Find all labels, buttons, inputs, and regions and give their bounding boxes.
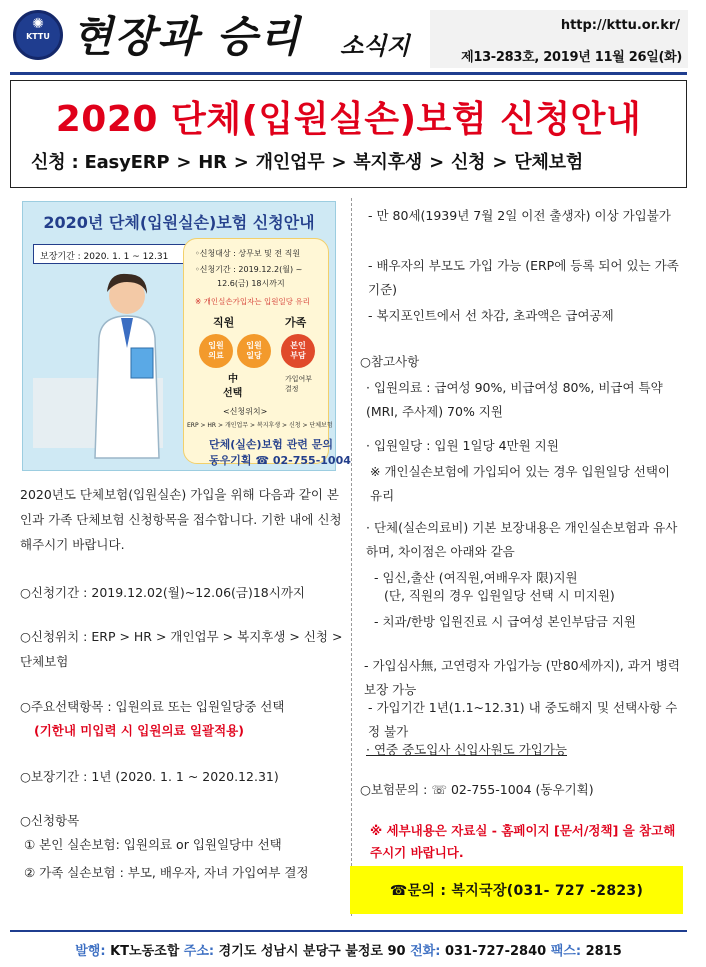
path-step-personal: 개인업무 (255, 152, 325, 173)
insurance-contact: ○보험문의 : ☏ 02-755-1004 (동우기획) (360, 782, 594, 797)
diff-dental: - 치과/한방 입원진료 시 급여성 본인부담금 지원 (374, 614, 636, 629)
path-separator: > (233, 152, 249, 173)
publisher-name: KT노동조합 (110, 944, 180, 959)
path-step-insurance: 단체보험 (514, 152, 584, 173)
spouse-parents: - 배우자의 부모도 가입 가능 (ERP에 등록 되어 있는 가족 기준) (368, 258, 679, 297)
item-self: ① 본인 실손보험: 입원의료 or 입원일당中 선택 (24, 837, 282, 852)
sun-icon: ✺ (32, 16, 44, 32)
issue-box (430, 10, 688, 68)
promo-contact-phone: 동우기획 ☎ 02-755-1004 (209, 454, 351, 467)
coverage-period: ○보장기간 : 1년 (2020. 1. 1 ~ 2020.12.31) (20, 769, 279, 784)
promo-illustration (22, 201, 351, 471)
path-separator: > (331, 152, 347, 173)
fax-label: 팩스: (550, 944, 582, 959)
path-separator: > (176, 152, 192, 173)
address-value: 경기도 성남시 분당구 불정로 90 (218, 944, 406, 959)
path-step-hr: HR (198, 152, 227, 173)
welfare-points: - 복지포인트에서 선 차감, 초과액은 급여공제 (368, 308, 614, 323)
promo-apply-end: 12.6(금) 18시까지 (217, 279, 285, 288)
apply-period: ○신청기간 : 2019.12.02(월)~12.06(금)18시까지 (20, 585, 305, 600)
header-divider (10, 72, 687, 75)
age-limit: - 만 80세(1939년 7월 2일 이전 출생자) 이상 가입불가 (368, 208, 671, 223)
reference-title: ○참고사항 (360, 354, 420, 369)
ref-daily-note: ※ 개인실손보험에 가입되어 있는 경우 입원일당 선택이 유리 (370, 464, 670, 503)
pill-daily-allowance: 입원 일당 (237, 334, 271, 368)
main-choice: ○주요선택항목 : 입원의료 또는 입원일당중 선택 (20, 699, 285, 714)
footer-divider (10, 930, 687, 932)
inquiry-phone: ☎문의 : 복지국장(031- 727 -2823) (389, 883, 644, 899)
item-family: ② 가족 실손보험 : 부모, 배우자, 자녀 가입여부 결정 (24, 865, 309, 880)
newsletter-header (0, 0, 697, 72)
issue-number: 제13-283호, 2019년 11월 26일(화) (461, 50, 682, 65)
promo-period: 보장기간 : 2020. 1. 1 ~ 12.31 (33, 244, 199, 264)
diff-new-hires: · 연중 중도입사 신입사원도 가입가능 (366, 742, 567, 757)
promo-title: 2020년 단체(입원실손)보험 신청안내 (43, 213, 315, 232)
phone-label: 전화: (410, 944, 441, 959)
title-box (10, 80, 687, 188)
doctor-figure (87, 268, 167, 468)
ref-hospital-care: · 입원의료 : 급여성 90%, 비급여성 80%, 비급여 특약(MRI, 주사제) 70% 지원 (366, 380, 663, 419)
publisher-footer (0, 940, 697, 959)
website-link[interactable]: http://kttu.or.kr/ (560, 18, 680, 33)
publisher-label: 발행: (75, 944, 106, 959)
promo-family-label: 가족 (285, 316, 307, 329)
application-path (31, 148, 583, 174)
promo-target: ◦신청대상 : 상무보 및 전 직원 (195, 249, 301, 258)
path-separator: > (429, 152, 444, 173)
detail-note: ※ 세부내용은 자료실 - 홈페이지 [문서/정책] 을 참고해주시기 바랍니다. (370, 823, 676, 860)
apply-location: ○신청위치 : ERP > HR > 개인업무 > 복지후생 > 신청 > 단체보험 (20, 629, 343, 669)
ref-basic-coverage: · 단체(실손의료비) 기본 보장내용은 개인실손보험과 유사하며, 차이점은 아래와 같음 (366, 520, 678, 559)
path-step-apply: 신청 (450, 152, 486, 173)
path-prefix: 신청 : (31, 152, 85, 173)
page-title: 2020 단체(입원실손)보험 신청안내 (55, 99, 642, 140)
diff-pregnancy: - 임신,출산 (여직원,여배우자 限)지원 (374, 570, 578, 585)
pill-self-pay: 본인 부담 (281, 334, 315, 368)
promo-location-label: <신청위치> (223, 407, 268, 416)
path-separator: > (492, 152, 508, 173)
phone-value: 031-727-2840 (444, 944, 547, 959)
ref-daily-allowance: · 입원일당 : 입원 1일당 4만원 지원 (366, 438, 559, 453)
promo-contact-title: 단체(실손)보험 관련 문의 (209, 438, 333, 451)
promo-location: ERP > HR > 개인업무 > 복지후생 > 신청 > 단체보험 (187, 422, 333, 429)
promo-mid: 中 (228, 374, 238, 385)
promo-staff-label: 직원 (213, 316, 235, 329)
newsletter-brand: 현장과 승리 (72, 12, 302, 61)
intro-paragraph: 2020년도 단체보험(입원실손) 가입을 위해 다음과 같이 본인과 가족 단체보험 신청항목을 접수합니다. 기한 내에 신청해주시기 바랍니다. (20, 487, 342, 552)
main-choice-warning: (기한내 미입력 시 입원의료 일괄적용) (34, 723, 244, 738)
diff-pregnancy-note: (단, 직원의 경우 입원일당 선택 시 미지원) (384, 588, 615, 603)
diff-no-screening: - 가입심사無, 고연령자 가입가능 (만80세까지), 과거 병력 보장 가능 (364, 658, 680, 697)
logo-text: KTTU (26, 32, 50, 41)
diff-no-cancel: - 가입기간 1년(1.1~12.31) 내 중도해지 및 선택사항 수정 불가 (368, 700, 678, 739)
column-divider (351, 198, 352, 916)
promo-choose: 선택 (223, 388, 243, 399)
items-title: ○신청항목 (20, 813, 80, 828)
path-step-welfare: 복지후생 (353, 152, 423, 173)
path-step-easyerp: EasyERP (84, 152, 170, 173)
pill-hospital-care: 입원 의료 (199, 334, 233, 368)
address-label: 주소: (183, 944, 215, 959)
inquiry-box (350, 866, 683, 914)
promo-apply-start: ◦신청기간 : 2019.12.2(월) ~ (195, 265, 303, 274)
promo-note: ※ 개인실손가입자는 입원일당 유리 (195, 297, 310, 306)
newsletter-subtitle: 소식지 (340, 31, 410, 60)
kttu-logo (13, 10, 63, 60)
promo-family-note: 가입여부 결정 (285, 375, 313, 393)
fax-value: 2815 (585, 944, 622, 959)
